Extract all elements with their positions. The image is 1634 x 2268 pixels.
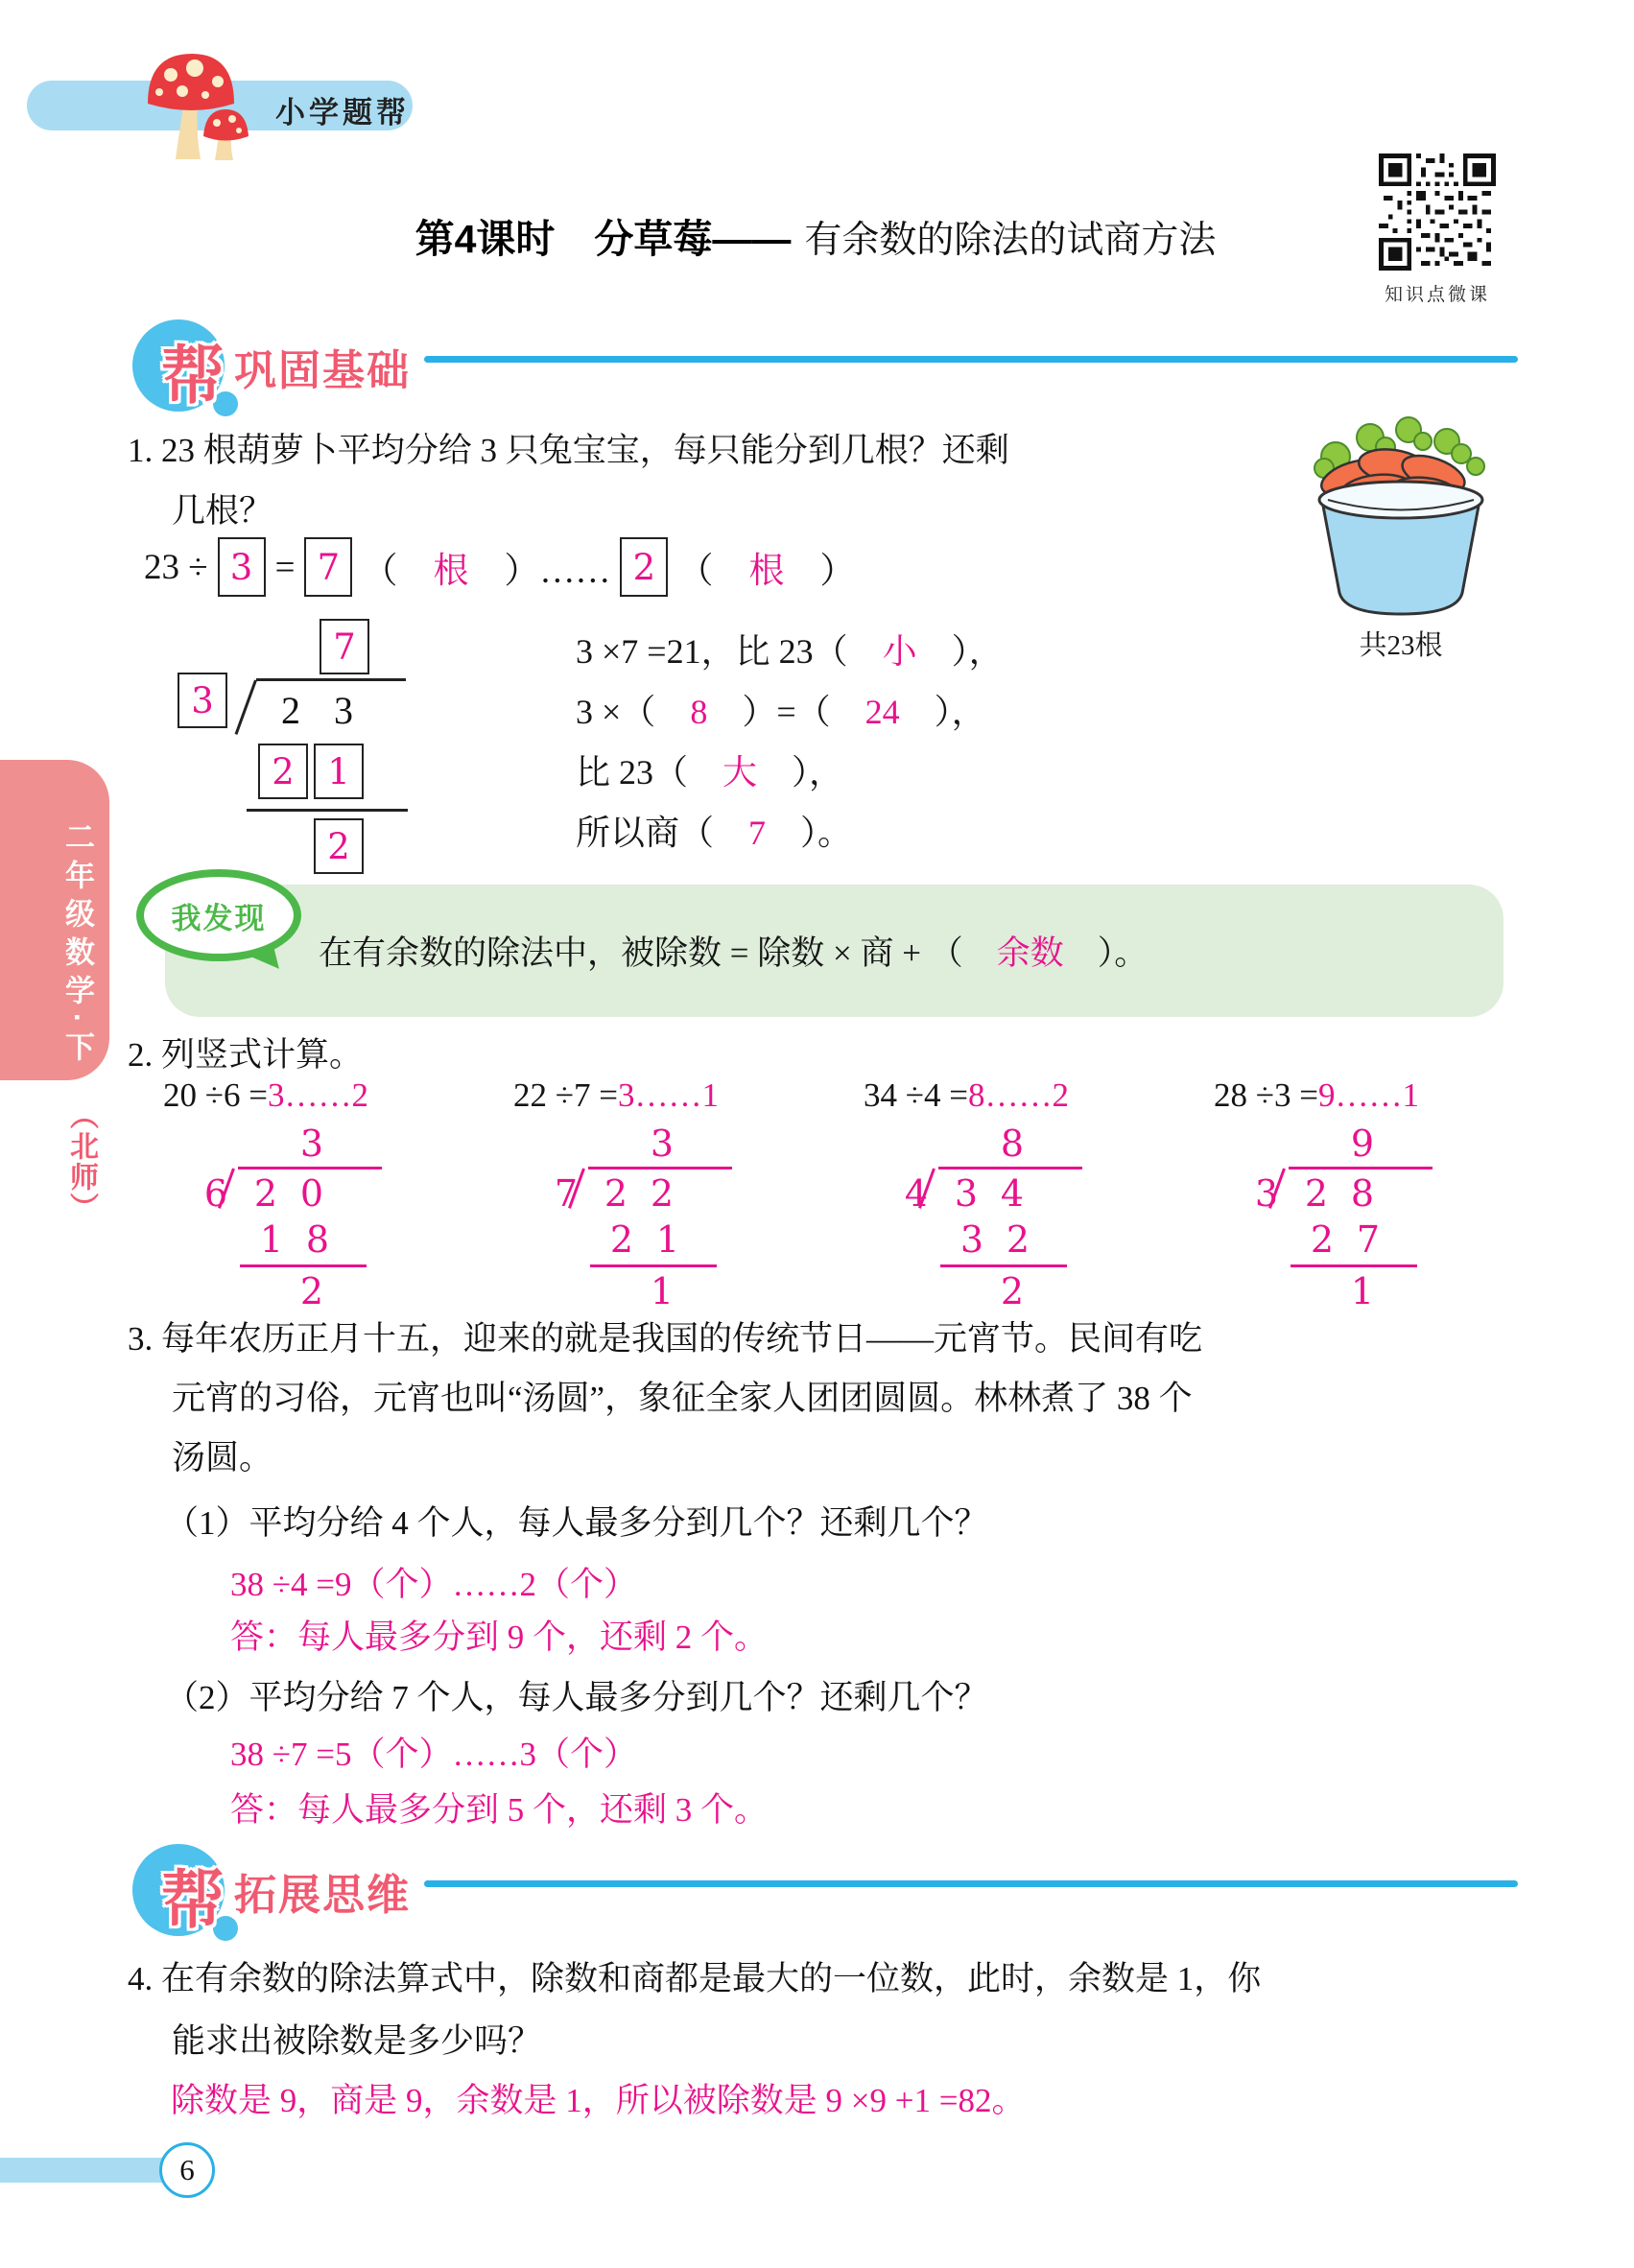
q2-problem: 34 ÷4 =8……2 8 4 3 4 3 2 2	[864, 1076, 1190, 1316]
answer-box: 2	[620, 537, 668, 597]
lesson-title	[307, 207, 1324, 264]
discover-bubble-label: 我发现	[171, 901, 267, 935]
q2-number: 2.	[128, 1036, 154, 1074]
q1-equation: 23 ÷ 3 = 7 （ 根 ）…… 2 （ 根 ）	[144, 537, 855, 597]
q4-answer: 除数是 9，商是 9，余数是 1，所以被除数是 9 ×9 +1 =82。	[171, 2082, 1026, 2119]
answer-box: 7	[304, 537, 352, 597]
section2-rule	[424, 1880, 1518, 1887]
q1-long-division: 7 3 2 3 2 1 2	[178, 619, 427, 883]
section1-label: 巩固基础	[234, 347, 411, 394]
division-vinculum	[256, 678, 406, 681]
q3-number: 3.	[128, 1320, 154, 1358]
page-number-badge	[159, 2142, 215, 2198]
page-number: 6	[179, 2153, 195, 2186]
question-1-text: 1. 23 根葫萝卜平均分给 3 只兔宝宝，每只能分到几根？还剩 几根？	[128, 432, 1009, 530]
long-division: 9 3 2 8 2 7 1	[1252, 1122, 1482, 1314]
answer-box: 7	[320, 619, 369, 674]
answer-box: 3	[178, 673, 227, 728]
q2-problem: 28 ÷3 =9……1 9 3 2 8 2 7 1	[1214, 1076, 1540, 1316]
discover-text: 在有余数的除法中，被除数 = 除数 × 商 + （ 余数 ）。	[319, 934, 1149, 972]
section2-badge-char: 帮	[161, 1864, 225, 1935]
question-3-text: 3. 每年农历正月十五，迎来的就是我国的传统节日——元宵节。民间有吃 元宵的习俗，元宵也叫“汤圆”，象征全家人团团圆圆。林林煮了 38 个 汤圆。	[128, 1320, 1203, 1477]
answer-box: 1	[314, 744, 364, 799]
sidebar-tab-label: 二年级数学·下	[60, 821, 94, 1071]
division-underline	[247, 809, 408, 812]
q3-part2-equation: 38 ÷7 =5（个）……3（个）	[230, 1736, 637, 1773]
section2-label: 拓展思维	[234, 1872, 411, 1919]
discover-bubble	[136, 869, 301, 961]
long-division: 3 7 2 2 2 1 1	[552, 1122, 782, 1314]
q4-number: 4.	[128, 1960, 154, 1997]
footer-bar	[0, 2158, 165, 2183]
q3-part2-question: （2）平均分给 7 个人，每人最多分到几个？还剩几个？	[165, 1679, 988, 1716]
sidebar-edition-note: （北师）	[65, 1100, 97, 1223]
question-2-title: 2. 列竖式计算。	[128, 1036, 364, 1074]
q3-part2-answer: 答：每人最多分到 5 个，还剩 3 个。	[230, 1791, 769, 1829]
q2-problem: 22 ÷7 =3……1 3 7 2 2 2 1 1	[513, 1076, 840, 1316]
mushroom-logo-icon	[130, 42, 257, 163]
section1-rule	[424, 356, 1518, 363]
q2-problem: 20 ÷6 =3……2 3 6 2 0 1 8 2	[163, 1076, 489, 1316]
q3-part1-answer: 答：每人最多分到 9 个，还剩 2 个。	[230, 1618, 769, 1656]
lesson-title-sub: 有余数的除法的试商方法	[804, 220, 1217, 261]
long-division: 8 4 3 4 3 2 2	[902, 1122, 1132, 1314]
q1-explanation: 3 ×7 =21，比 23（ 小 ）， 3 ×（ 8 ）=（ 24 ）， 比 23（ 大 ）， 所以商（ 7 ）。	[576, 632, 1004, 852]
division-slash	[235, 679, 257, 734]
q3-part1-equation: 38 ÷4 =9（个）……2（个）	[230, 1566, 637, 1603]
q1-number: 1.	[128, 432, 154, 469]
answer-box: 3	[218, 537, 266, 597]
answer-box: 2	[314, 818, 364, 874]
qr-caption: 知识点微课	[1384, 285, 1490, 305]
question-4-text: 4. 在有余数的除法算式中，除数和商都是最大的一位数，此时，余数是 1，你 能求出被除数是多少吗？	[128, 1960, 1262, 2060]
bucket-caption: 共23根	[1359, 630, 1443, 661]
section1-badge-char: 帮	[161, 340, 225, 411]
qr-code	[1379, 154, 1496, 271]
carrot-bucket-illustration	[1286, 401, 1516, 629]
brand-title: 小学题帮	[275, 96, 410, 130]
lesson-title-main: 第4课时 分草莓——	[414, 217, 792, 261]
long-division: 3 6 2 0 1 8 2	[201, 1122, 432, 1314]
answer-box: 2	[258, 744, 308, 799]
q3-part1-question: （1）平均分给 4 个人，每人最多分到几个？还剩几个？	[165, 1504, 988, 1542]
